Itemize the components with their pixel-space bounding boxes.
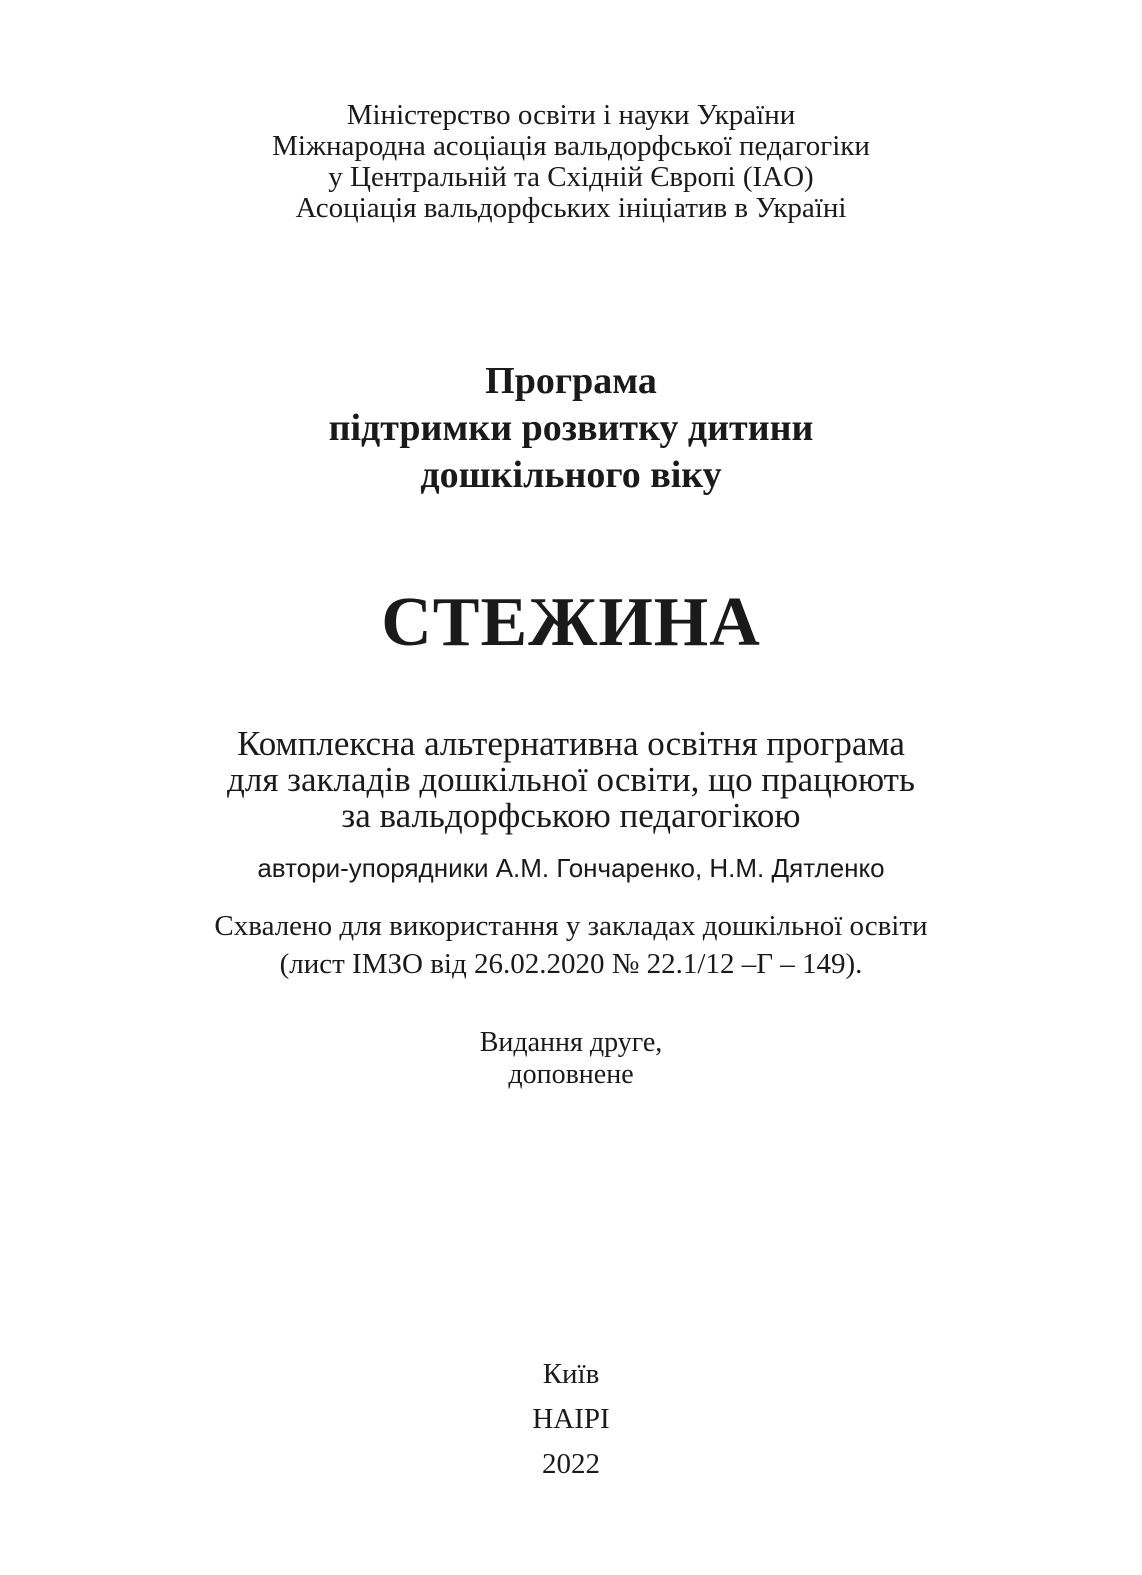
header-association: Міжнародна асоціація вальдорфської педагогіки — [272, 130, 870, 162]
approval-note — [0, 907, 1142, 983]
authors-line: автори-упорядники А.М. Гончаренко, Н.М. Дятленко — [257, 853, 885, 883]
program-title-line-2: підтримки розвитку дитини — [328, 407, 814, 449]
main-title: СТЕЖИНА — [381, 584, 761, 661]
subtitle-line-1: Комплексна альтернативна освітня програма — [237, 724, 905, 763]
subtitle-line-3: за вальдорфською педагогікою — [341, 796, 801, 835]
header-initiatives: Асоціація вальдорфських ініціатив в Україні — [295, 192, 847, 224]
approval-line-2: (лист ІМЗО від 26.02.2020 № 22.1/12 –Г – 149). — [279, 948, 863, 980]
header-ministry: Міністерство освіти і науки України — [346, 99, 796, 131]
edition-line-1: Видання друге, — [479, 1027, 663, 1058]
subtitle-line-2: для закладів дошкільної освіти, що працюють — [227, 760, 915, 799]
imprint-year: 2022 — [542, 1448, 600, 1480]
edition-line-2: доповнене — [508, 1059, 634, 1090]
program-title — [0, 358, 1142, 499]
program-title-line-1: Програма — [485, 360, 657, 402]
publisher-header — [0, 100, 1142, 224]
edition-note — [0, 1027, 1142, 1091]
program-title-line-3: дошкільного віку — [420, 454, 722, 496]
subtitle — [0, 726, 1142, 834]
imprint-city: Київ — [542, 1358, 600, 1390]
approval-line-1: Схвалено для використання у закладах дошкільної освіти — [214, 910, 928, 942]
imprint-publisher: НАІРІ — [532, 1403, 610, 1435]
imprint — [0, 1352, 1142, 1487]
header-region: у Центральній та Східній Європі (IAO) — [328, 161, 814, 193]
